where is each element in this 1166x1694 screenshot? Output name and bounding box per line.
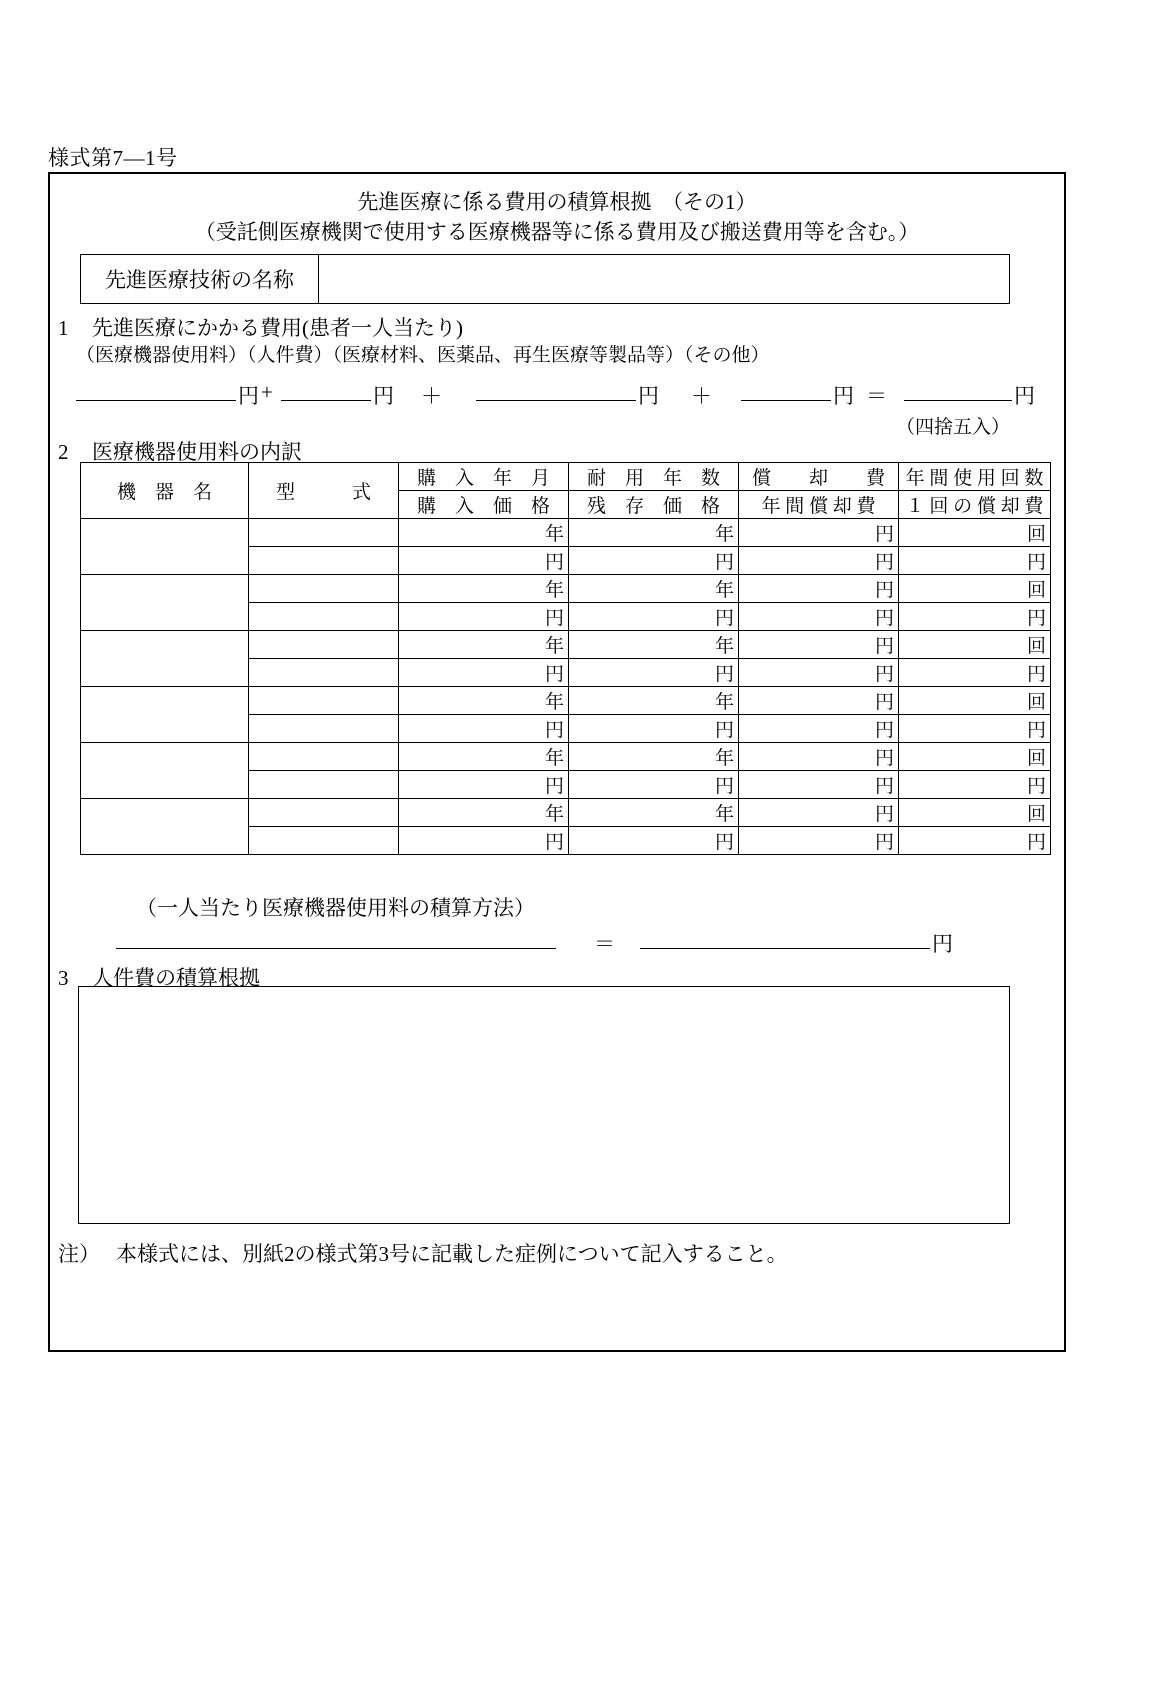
- yen-unit-3: 円: [638, 384, 659, 408]
- cell-equipment-name[interactable]: [81, 575, 249, 631]
- section3-number: 3: [58, 966, 69, 990]
- cell-unit-upper-2[interactable]: 円: [739, 575, 899, 603]
- table-row: [81, 631, 1051, 659]
- column-header-4: 償 却 費: [739, 463, 899, 491]
- method-label: （一人当たり医療機器使用料の積算方法）: [136, 896, 535, 920]
- method-formula-row: [70, 922, 1010, 956]
- cell-unit-lower-0[interactable]: 円: [399, 827, 569, 855]
- cell-unit-lower-2[interactable]: 円: [739, 771, 899, 799]
- table-row: [81, 575, 1051, 603]
- cell-model[interactable]: [249, 575, 399, 603]
- method-yen-unit: 円: [932, 932, 953, 956]
- method-description-blank[interactable]: [116, 922, 556, 949]
- technique-name-box: [80, 254, 1010, 304]
- form-frame: [48, 172, 1066, 1352]
- table-row: [81, 687, 1051, 715]
- cell-unit-lower-1[interactable]: 円: [569, 771, 739, 799]
- total-cost-blank[interactable]: [904, 374, 1012, 401]
- cell-unit-lower-1[interactable]: 円: [569, 827, 739, 855]
- cell-unit-upper-1[interactable]: 年: [569, 575, 739, 603]
- cell-model[interactable]: [249, 631, 399, 659]
- column-subheader-3: １ 回 の 償 却 費: [899, 491, 1051, 519]
- form-number: 様式第7―1号: [48, 146, 178, 170]
- section1-heading: [58, 312, 463, 342]
- footnote-text: 本様式には、別紙2の様式第3号に記載した症例について記入すること。: [116, 1242, 788, 1266]
- cell-unit-lower-1[interactable]: 円: [569, 547, 739, 575]
- cell-unit-lower-1[interactable]: 円: [569, 715, 739, 743]
- cell-unit-lower-0[interactable]: 円: [399, 547, 569, 575]
- column-header-2: 購 入 年 月: [399, 463, 569, 491]
- cell-model-lower[interactable]: [249, 827, 399, 855]
- form-title: 先進医療に係る費用の積算根拠 （その1）: [357, 190, 757, 214]
- cell-unit-lower-2[interactable]: 円: [739, 547, 899, 575]
- cell-model[interactable]: [249, 519, 399, 547]
- cell-unit-upper-0[interactable]: 年: [399, 575, 569, 603]
- cell-unit-upper-1[interactable]: 年: [569, 743, 739, 771]
- column-header-0: 機 器 名: [81, 463, 249, 519]
- cell-unit-lower-2[interactable]: 円: [739, 659, 899, 687]
- cell-unit-upper-2[interactable]: 円: [739, 687, 899, 715]
- cell-unit-upper-0[interactable]: 年: [399, 743, 569, 771]
- cell-unit-upper-1[interactable]: 年: [569, 799, 739, 827]
- section1-number: 1: [58, 316, 69, 340]
- cell-unit-lower-0[interactable]: 円: [399, 659, 569, 687]
- cell-unit-lower-0[interactable]: 円: [399, 603, 569, 631]
- cell-model[interactable]: [249, 743, 399, 771]
- table-row: [81, 519, 1051, 547]
- cell-unit-upper-3[interactable]: 回: [899, 687, 1051, 715]
- cell-model-lower[interactable]: [249, 771, 399, 799]
- cell-equipment-name[interactable]: [81, 687, 249, 743]
- footnote-marker: 注）: [58, 1242, 100, 1266]
- cell-equipment-name[interactable]: [81, 743, 249, 799]
- cell-model-lower[interactable]: [249, 715, 399, 743]
- column-header-1: 型 式: [249, 463, 399, 519]
- cell-unit-upper-1[interactable]: 年: [569, 519, 739, 547]
- cell-unit-lower-3[interactable]: 円: [899, 771, 1051, 799]
- technique-name-label: 先進医療技術の名称: [81, 255, 319, 303]
- cell-unit-upper-0[interactable]: 年: [399, 519, 569, 547]
- column-header-5: 年 間 使 用 回 数: [899, 463, 1051, 491]
- section2-heading-text: 医療機器使用料の内訳: [92, 440, 302, 464]
- cell-unit-upper-3[interactable]: 回: [899, 743, 1051, 771]
- section3-heading-text: 人件費の積算根拠: [92, 966, 260, 990]
- equipment-table-body: [81, 463, 1051, 855]
- cell-unit-lower-0[interactable]: 円: [399, 715, 569, 743]
- cell-unit-upper-0[interactable]: 年: [399, 799, 569, 827]
- cell-unit-upper-3[interactable]: 回: [899, 799, 1051, 827]
- column-subheader-2: 年 間 償 却 費: [739, 491, 899, 519]
- table-row: [81, 743, 1051, 771]
- yen-unit-2: 円: [373, 384, 394, 408]
- cell-unit-lower-3[interactable]: 円: [899, 603, 1051, 631]
- section2-number: 2: [58, 440, 69, 464]
- cell-model-lower[interactable]: [249, 659, 399, 687]
- cell-model[interactable]: [249, 687, 399, 715]
- column-header-3: 耐 用 年 数: [569, 463, 739, 491]
- cell-unit-lower-2[interactable]: 円: [739, 603, 899, 631]
- labor-cost-textarea[interactable]: [78, 986, 1010, 1224]
- cell-unit-lower-2[interactable]: 円: [739, 715, 899, 743]
- cell-unit-lower-3[interactable]: 円: [899, 827, 1051, 855]
- cell-unit-upper-2[interactable]: 円: [739, 631, 899, 659]
- other-cost-blank[interactable]: [741, 374, 831, 401]
- method-equals-sign: ＝: [594, 932, 615, 956]
- column-subheader-0: 購 入 価 格: [399, 491, 569, 519]
- rounding-note: （四捨五入）: [895, 417, 1010, 438]
- cost-formula-row: [76, 374, 1035, 410]
- table-header-row-1: [81, 463, 1051, 491]
- yen-unit-total: 円: [1014, 384, 1035, 408]
- plus-sign-1: +: [261, 380, 273, 404]
- material-cost-blank[interactable]: [476, 374, 636, 401]
- cell-unit-lower-1[interactable]: 円: [569, 603, 739, 631]
- cell-unit-upper-1[interactable]: 年: [569, 631, 739, 659]
- footnote: [58, 1238, 788, 1268]
- cell-unit-upper-1[interactable]: 年: [569, 687, 739, 715]
- cell-unit-upper-2[interactable]: 円: [739, 519, 899, 547]
- cell-unit-upper-2[interactable]: 円: [739, 743, 899, 771]
- cell-model[interactable]: [249, 799, 399, 827]
- labor-cost-blank[interactable]: [281, 374, 371, 401]
- cell-unit-lower-0[interactable]: 円: [399, 771, 569, 799]
- yen-unit-4: 円: [833, 384, 854, 408]
- form-subtitle: （受託側医療機関で使用する医療機器等に係る費用及び搬送費用等を含む。）: [194, 220, 920, 244]
- technique-name-input[interactable]: [319, 255, 1009, 303]
- cell-unit-lower-3[interactable]: 円: [899, 659, 1051, 687]
- equipment-cost-blank[interactable]: [76, 374, 236, 401]
- plus-sign-3: ＋: [691, 384, 712, 408]
- cell-model-lower[interactable]: [249, 547, 399, 575]
- cell-unit-upper-3[interactable]: 回: [899, 631, 1051, 659]
- cell-unit-upper-3[interactable]: 回: [899, 519, 1051, 547]
- cell-unit-lower-3[interactable]: 円: [899, 547, 1051, 575]
- cell-equipment-name[interactable]: [81, 519, 249, 575]
- cell-unit-upper-0[interactable]: 年: [399, 687, 569, 715]
- cell-unit-lower-3[interactable]: 円: [899, 715, 1051, 743]
- cell-unit-lower-2[interactable]: 円: [739, 827, 899, 855]
- plus-sign-2: ＋: [421, 384, 442, 408]
- cell-equipment-name[interactable]: [81, 799, 249, 855]
- column-subheader-1: 残 存 価 格: [569, 491, 739, 519]
- cell-model-lower[interactable]: [249, 603, 399, 631]
- yen-unit-1: 円: [238, 384, 259, 408]
- equals-sign: ＝: [866, 384, 887, 408]
- cell-equipment-name[interactable]: [81, 631, 249, 687]
- section1-subheading: （医療機器使用料）（人件費）（医療材料、医薬品、再生医療等製品等）（その他）: [76, 345, 770, 366]
- cell-unit-upper-0[interactable]: 年: [399, 631, 569, 659]
- equipment-breakdown-table: [80, 462, 1051, 855]
- cell-unit-upper-3[interactable]: 回: [899, 575, 1051, 603]
- table-row: [81, 799, 1051, 827]
- cell-unit-lower-1[interactable]: 円: [569, 659, 739, 687]
- section1-heading-text: 先進医療にかかる費用(患者一人当たり): [92, 316, 463, 340]
- cell-unit-upper-2[interactable]: 円: [739, 799, 899, 827]
- method-result-blank[interactable]: [640, 922, 930, 949]
